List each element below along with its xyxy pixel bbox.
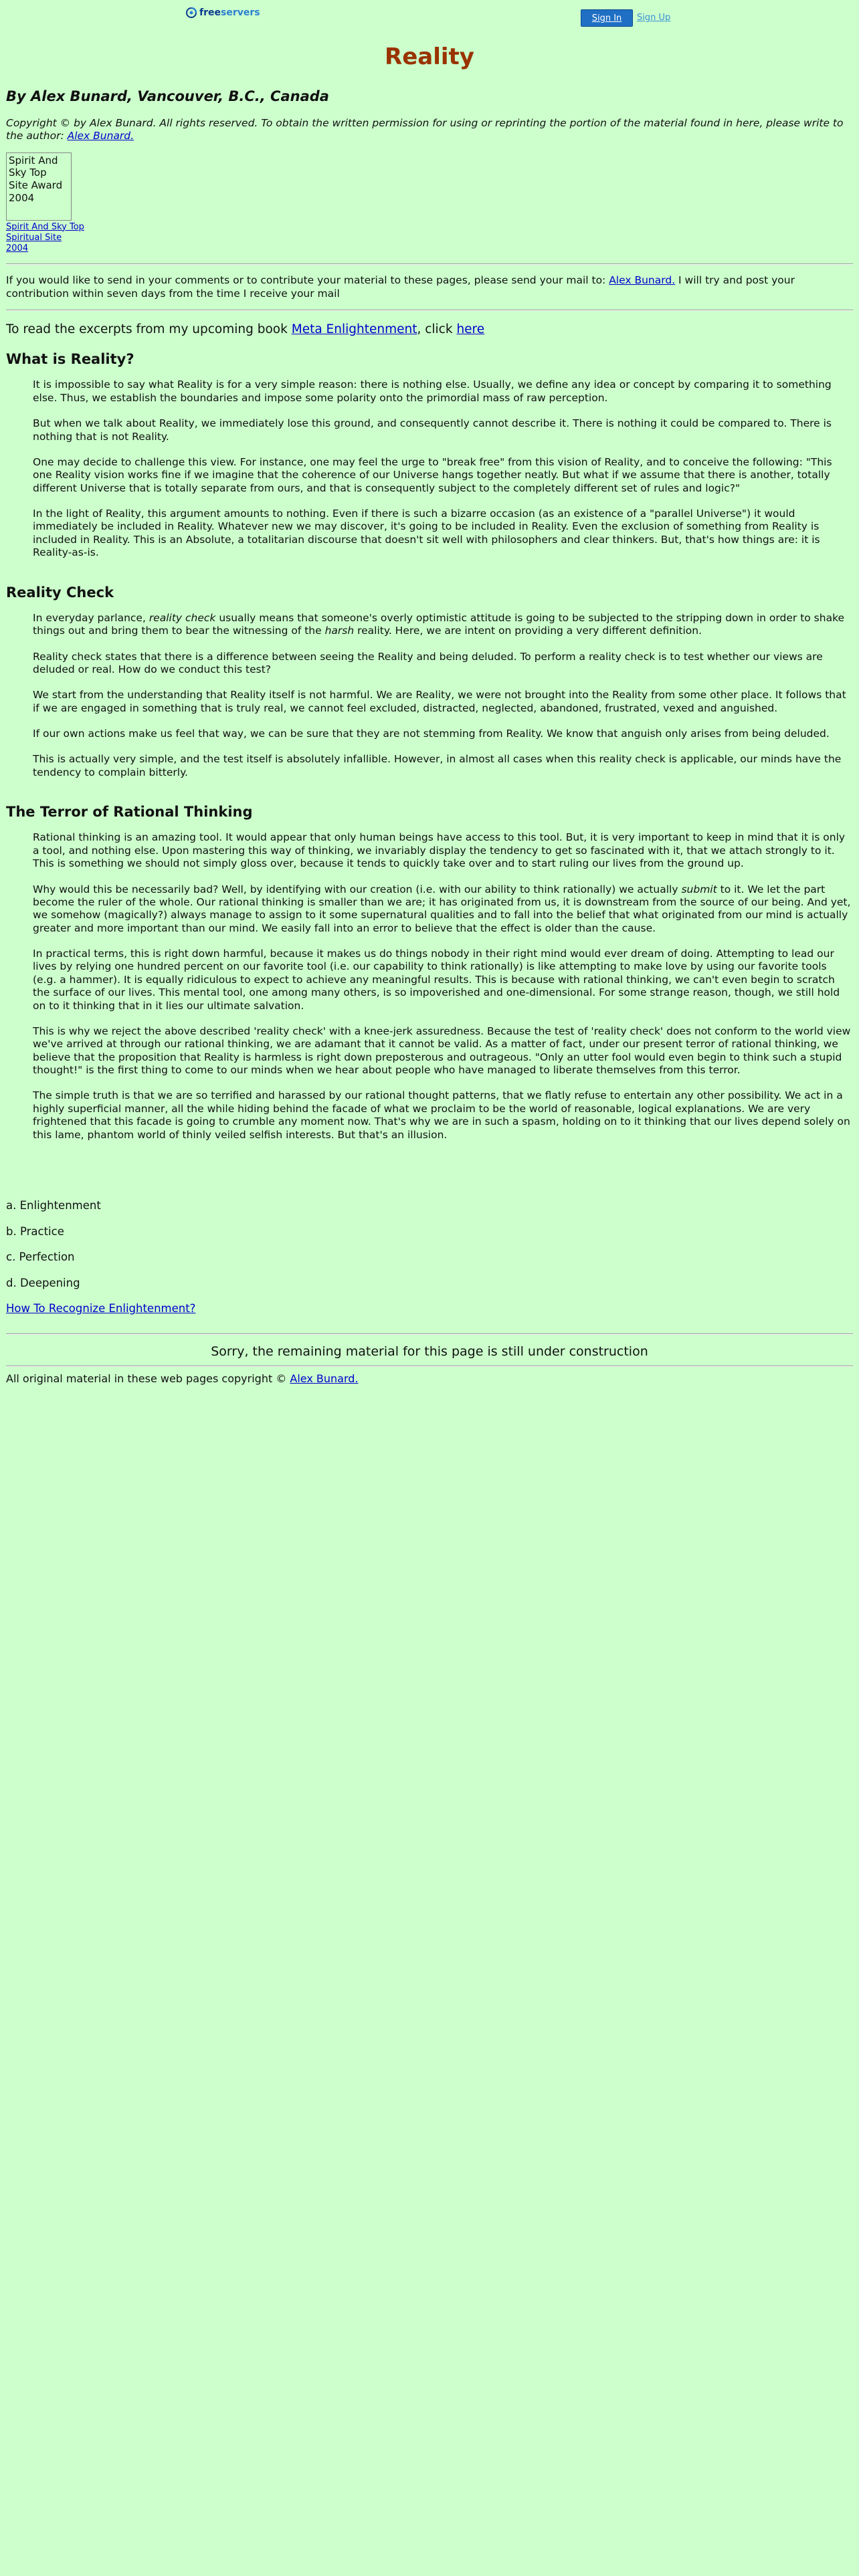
notice-text-2: I will try and post your contribution within seven days from the time I receive your mail (6, 274, 795, 300)
text-run: to it. We let the part become the ruler of the whole. Our rational thinking is smaller than we are; it has originated from us, it is downstream from the source of our being. And yet, we somehow (magically?) always manage to assign to it some supernatural qualities and to fall into the belief that what originated from our mind is actually greater and more important than our mind. We easily fall into an error to believe that the effect is older than the cause. (33, 883, 851, 934)
logo-text-servers: servers (221, 7, 260, 18)
upcoming-topics-list (6, 1199, 853, 1316)
freeservers-logo[interactable] (186, 7, 260, 18)
section-what-is-reality (6, 350, 853, 559)
list-item: b. Practice (6, 1224, 64, 1238)
paragraph: But when we talk about Reality, we immediately lose this ground, and consequently cannot describe it. There is nothing it could be compared to. There is nothing that is not Reality. (33, 417, 832, 443)
contact-email-link[interactable]: Alex Bunard. (609, 274, 676, 287)
recognize-enlightenment-link[interactable]: How To Recognize Enlightenment? (6, 1302, 196, 1315)
list-item: a. Enlightenment (6, 1198, 101, 1212)
divider (6, 1333, 853, 1335)
section-heading: What is Reality? (6, 351, 134, 368)
paragraph: Rational thinking is an amazing tool. It would appear that only human beings have access to this tool. But, it is very important to keep in mind that it is only a tool, and nothing else. Upon mastering this way of thinking, we invariably display the tendency to get so fascinated with it, that we attach strongly to it. This is something we should not simply gloss over, because it tends to quickly take over and to start ruling our lives from the ground up. (33, 831, 846, 870)
page-title: Reality (385, 43, 474, 70)
author-byline: By Alex Bunard, Vancouver, B.C., Canada (6, 88, 329, 104)
section-terror-rational-thinking (6, 803, 853, 1142)
notice-text-1: If you would like to send in your comments or to contribute your material to these pages, please send your mail to: (6, 274, 609, 287)
paragraph (33, 612, 853, 638)
text-run: usually means that someone's overly optimistic attitude is going to be subjected to the stripping down in order to shake things out and bring them to bear the witnessing of the (33, 611, 845, 637)
paragraph: It is impossible to say what Reality is for a very simple reason: there is nothing else. Usually, we define any idea or concept by comparing it to something else. Thus, we establish the boundaries and impose some polarity onto the primordial mass of raw perception. (33, 379, 832, 404)
paragraph: Reality check states that there is a difference between seeing the Reality and being deluded. To perform a reality check is to test whether our views are deluded or real. How do we conduct this test? (33, 650, 823, 675)
paragraph: If our own actions make us feel that way, we can be sure that they are not stemming from Reality. We know that anguish only arises from being deluded. (33, 728, 830, 740)
freeservers-logo-text (199, 7, 260, 18)
list-item: c. Perfection (6, 1251, 75, 1264)
text-run: Why would this be necessarily bad? Well, by identifying with our creation (i.e. with our ability to think rationally) we actually (33, 883, 682, 895)
award-image-broken[interactable]: Spirit And Sky Top Site Award 2004 (6, 152, 72, 221)
sign-up-link[interactable]: Sign Up (637, 13, 671, 23)
emphasis: submit (681, 883, 717, 895)
top-bar (0, 0, 859, 29)
paragraph: One may decide to challenge this view. For instance, one may feel the urge to "break free" from this vision of Reality, and to conceive the following: "This one Reality vision works fine if we imagine that the coherence of our Universe hangs together neatly. But what if we assume that there is another, totally different Universe that is totally separate from ours, and that is consequently subject to the completely different set of rules and logic?" (33, 455, 832, 494)
contribution-notice (6, 274, 853, 300)
paragraph: This is actually very simple, and the test itself is absolutely infallible. However, in almost all cases when this reality check is applicable, our minds have the tendency to complain bitterly. (33, 753, 842, 778)
paragraph: In the light of Reality, this argument amounts to nothing. Even if there is such a bizarre occasion (as an existence of a "parallel Universe") it would immediately be included in Reality. Whatever new we may discover, it's going to be included in Reality. Even the exclusion of something from Reality is included in Reality. This is an Absolute, a totalitarian discourse that doesn't sit well with philosophers and clear thinkers. But, that's how things are: it is Reality-as-is. (33, 508, 820, 559)
text-run: reality. Here, we are intent on providing a very different definition. (354, 625, 702, 637)
award-block (6, 152, 853, 255)
emphasis: reality check (149, 611, 216, 624)
award-link[interactable]: Spirit And Sky Top Spiritual Site 2004 (6, 221, 84, 253)
here-link[interactable]: here (456, 322, 485, 336)
freeservers-swirl-icon (186, 7, 197, 18)
copyright-text: Copyright © by Alex Bunard. All rights reserved. To obtain the written permission for using or reprinting the portion of the material found in here, please write to the author: (6, 116, 844, 142)
footer-text: All original material in these web pages copyright © (6, 1372, 290, 1385)
paragraph: This is why we reject the above described 'reality check' with a knee-jerk assuredness. Because the test of 'reality check' does not conform to the world view we've arrived at through our rational thinking, we are adamant that it cannot be valid. As a matter of fact, under our present terror of rational thinking, we believe that the proposition that Reality is harmless is right down preposterous and outrageous. "Only an utter fool would even begin to think such a stupid thought!" is the first thing to come to our minds when we hear about people who have managed to liberate themselves from this terror. (33, 1025, 851, 1076)
paragraph: We start from the understanding that Reality itself is not harmful. We are Reality, we were not brought into the Reality from some other place. It follows that if we are engaged in something that is truly real, we cannot feel excluded, distracted, neglected, abandoned, frustrated, vexed and anguished. (33, 689, 846, 714)
under-construction-notice: Sorry, the remaining material for this page is still under construction (211, 1344, 648, 1359)
paragraph: In practical terms, this is right down harmful, because it makes us do things nobody in their right mind would ever dream of doing. Attempting to lead our lives by relying one hundred percent on our favorite tool (i.e. our capability to think rationally) is like attempting to make love by using our favorite tools (e.g. a hammer). It is equally ridiculous to expect to achieve any meaningful results. This is because with rational thinking, we can't even begin to scratch the surface of our lives. This mental tool, one among many others, is so impoverished and one-dimensional. For some strange reason, though, we still hold on to it thinking that in it lies our ultimate salvation. (33, 948, 840, 1012)
meta-enlightenment-link[interactable]: Meta Enlightenment (291, 322, 417, 336)
list-item: d. Deepening (6, 1276, 80, 1289)
excerpt-text-1: To read the excerpts from my upcoming book (6, 322, 292, 336)
author-email-link[interactable]: Alex Bunard. (67, 130, 134, 142)
book-excerpt-line (6, 322, 853, 337)
divider (6, 310, 853, 311)
footer-copyright (6, 1372, 853, 1386)
paragraph: The simple truth is that we are so terrified and harassed by our rational thought patterns, that we flatly refuse to entertain any other possibility. We act in a highly superficial manner, all the while hiding behind the facade of what we proclaim to be the world of reasonable, logical explanations. We are very frightened that this facade is going to crumble any moment now. That's why we are in such a spasm, holding on to it thinking that our lives depend solely on this lame, phantom world of thinly veiled selfish interests. But that's an illusion. (33, 1089, 850, 1141)
section-heading: The Terror of Rational Thinking (6, 804, 253, 821)
footer-author-link[interactable]: Alex Bunard. (290, 1372, 359, 1385)
divider (6, 1366, 853, 1367)
paragraph (33, 883, 853, 936)
divider (6, 263, 853, 265)
sign-in-button[interactable]: Sign In (581, 9, 633, 27)
emphasis: harsh (324, 625, 355, 637)
text-run: In everyday parlance, (33, 611, 149, 624)
copyright-notice (6, 117, 853, 143)
logo-text-free: free (199, 7, 221, 18)
section-heading: Reality Check (6, 584, 114, 601)
section-reality-check (6, 584, 853, 780)
excerpt-text-2: , click (417, 322, 457, 336)
main-content (6, 41, 853, 1386)
